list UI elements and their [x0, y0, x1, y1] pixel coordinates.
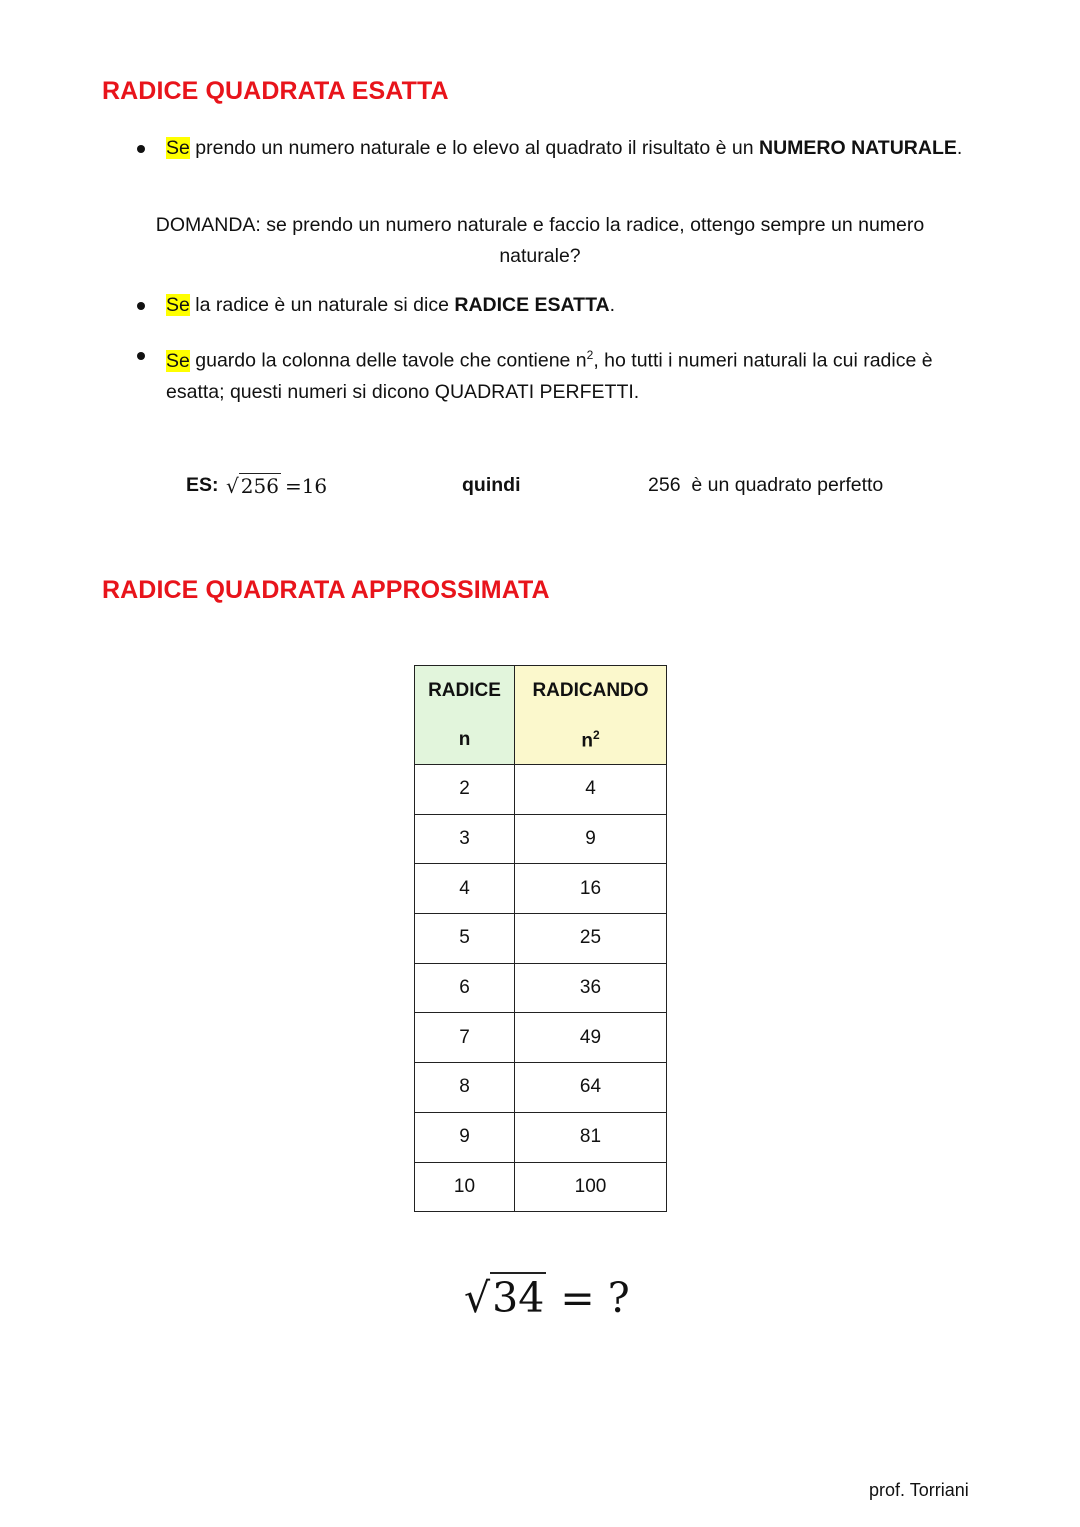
bold-term: NUMERO NATURALE: [758, 137, 957, 159]
cell-radicand: 49: [515, 1013, 667, 1063]
highlight-se: Se: [166, 349, 190, 372]
example-connector: quindi: [462, 474, 521, 496]
question-block: DOMANDA: se prendo un numero naturale e faccio la radice, ottengo sempre un numero naturale?: [155, 214, 925, 267]
table-row: [415, 864, 667, 914]
cell-root: 9: [415, 1112, 515, 1162]
bullet-natural-square: Se prendo un numero naturale e lo elevo al quadrato il risultato è un NUMERO NATURALE.: [166, 137, 963, 159]
bold-term: RADICE ESATTA: [454, 294, 610, 316]
highlight-se: Se: [166, 137, 190, 159]
cell-radicand: 100: [515, 1162, 667, 1212]
cell-root: 10: [415, 1162, 515, 1212]
cell-root: 2: [415, 765, 515, 815]
example-conclusion: 256 è un quadrato perfetto: [648, 474, 884, 496]
table-row: [415, 814, 667, 864]
example-sqrt-expression: √ 256 =16: [226, 474, 328, 498]
table-row: [415, 914, 667, 964]
squares-table: [414, 665, 667, 1212]
sqrt-icon: √: [226, 474, 239, 498]
cell-root: 8: [415, 1063, 515, 1113]
bullet-dot: [137, 302, 145, 310]
cell-radicand: 4: [515, 765, 667, 815]
cell-radicand: 16: [515, 864, 667, 914]
cell-radicand: 9: [515, 814, 667, 864]
cell-root: 5: [415, 914, 515, 964]
table-row: [415, 1063, 667, 1113]
bullet-dot: [137, 352, 145, 360]
table-row: [415, 963, 667, 1013]
subheader-n: n: [415, 716, 515, 765]
header-radicando: RADICANDO: [515, 666, 667, 716]
cell-radicand: 81: [515, 1112, 667, 1162]
highlight-se: Se: [166, 294, 190, 316]
cell-root: 3: [415, 814, 515, 864]
section-title-exact: RADICE QUADRATA ESATTA: [102, 77, 449, 105]
cell-root: 6: [415, 963, 515, 1013]
table-row: [415, 1013, 667, 1063]
section-title-approx: RADICE QUADRATA APPROSSIMATA: [102, 576, 550, 604]
cell-root: 4: [415, 864, 515, 914]
bullet-dot: [137, 145, 145, 153]
sqrt-icon: √: [464, 1274, 491, 1322]
author-footer: prof. Torriani: [869, 1480, 969, 1500]
bullet-perfect-squares: Se guardo la colonna delle tavole che contiene $n^2$, ho tutti i numeri naturali la cui radice è esatta; questi numeri si dicono QUADRATI PERFETTI.: [166, 348, 933, 403]
table-row: [415, 1112, 667, 1162]
cell-root: 7: [415, 1013, 515, 1063]
cell-radicand: 25: [515, 914, 667, 964]
example-label: ES:: [186, 474, 219, 496]
header-radice: RADICE: [415, 666, 515, 716]
cell-radicand: 36: [515, 963, 667, 1013]
bullet-exact-root: Se la radice è un naturale si dice RADICE ESATTA.: [166, 294, 616, 316]
question-sqrt-expression: √34 = ?: [464, 1274, 630, 1322]
subheader-n-squared: $n^2$: [515, 716, 667, 765]
cell-radicand: 64: [515, 1063, 667, 1113]
table-row: [415, 765, 667, 815]
table-row: [415, 1162, 667, 1212]
